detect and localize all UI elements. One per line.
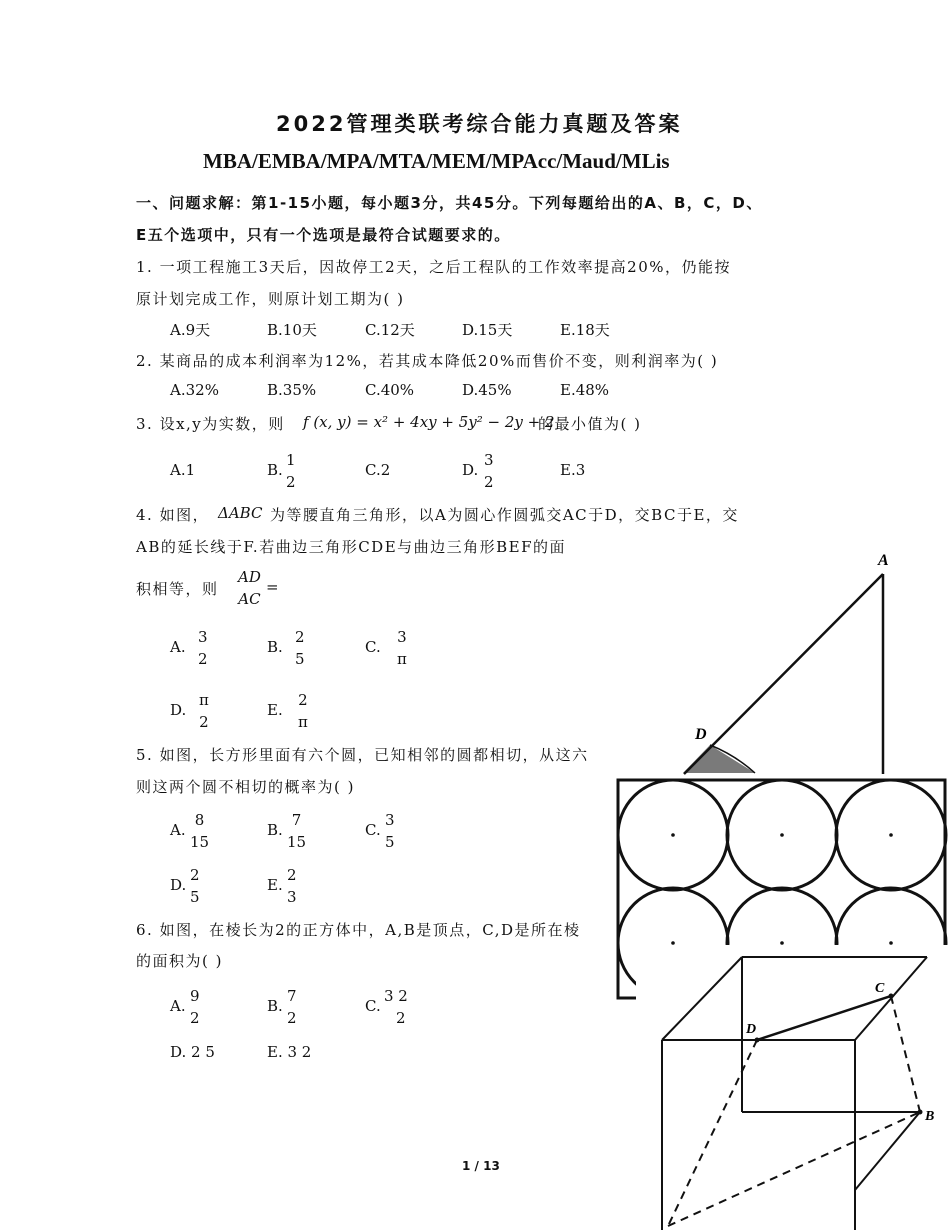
q2-option-c: C.40%: [365, 381, 415, 399]
q6-option-d: D. 2 5: [170, 1043, 215, 1061]
q6-figure-background: [636, 945, 950, 1230]
q3-option-b-label: B.: [267, 461, 283, 479]
q3-option-b-fraction: 1 2: [286, 451, 296, 491]
q6-option-b-label: B.: [267, 997, 283, 1015]
q5-option-b-fraction: 7 15: [287, 811, 307, 851]
q5-option-e-fraction: 2 3: [287, 866, 297, 906]
q5-option-d-fraction: 2 5: [190, 866, 200, 906]
q4-label-d: D: [695, 726, 707, 743]
q6-text-line1: 6. 如图，在棱长为2的正方体中，A,B是顶点，C,D是所在棱: [136, 921, 581, 939]
q4-text-line1-b: 为等腰直角三角形，以A为圆心作圆弧交AC于D，交BC于E，交: [270, 506, 739, 524]
q4-text-line1-a: 4. 如图，: [136, 506, 210, 524]
q1-text-line1: 1. 一项工程施工3天后，因故停工2天，之后工程队的工作效率提高20%，仍能按: [136, 258, 732, 276]
q5-option-d-label: D.: [170, 876, 187, 894]
section-header-line2: E五个选项中，只有一个选项是最符合试题要求的。: [136, 226, 511, 244]
q5-text-line2: 则这两个圆不相切的概率为( ): [136, 778, 355, 796]
q6-option-e: E. 3 2: [267, 1043, 312, 1061]
q2-option-a: A.32%: [170, 381, 219, 399]
q6-option-c-label: C.: [365, 997, 381, 1015]
q6-option-a-fraction: 9 2: [190, 987, 200, 1027]
q4-triangle-symbol: ΔABC: [218, 504, 263, 522]
q5-option-a-label: A.: [170, 821, 186, 839]
q4-label-a: A: [878, 552, 889, 569]
q3-formula: f (x, y) = x² + 4xy + 5y² − 2y + 2: [303, 413, 555, 431]
q2-option-e: E.48%: [560, 381, 610, 399]
q4-ratio-fraction: AD AC: [238, 568, 261, 608]
q3-text-suffix: 的最小值为( ): [538, 415, 642, 433]
q3-option-a: A.1: [170, 461, 196, 479]
q6-point-d: [755, 1038, 760, 1043]
q4-option-a-label: A.: [170, 638, 186, 656]
q4-option-e-fraction: 2 π: [298, 691, 308, 731]
q2-text: 2. 某商品的成本利润率为12%，若其成本降低20%而售价不变，则利润率为( ): [136, 352, 719, 370]
q6-text-line2: 的面积为( ): [136, 952, 223, 970]
q1-text-line2: 原计划完成工作，则原计划工期为( ): [136, 290, 405, 308]
q1-option-a: A.9天: [170, 321, 211, 339]
q6-label-b: B: [925, 1109, 935, 1124]
q6-point-b: [918, 1110, 923, 1115]
q6-point-c: [889, 994, 894, 999]
q4-option-b-fraction: 2 5: [295, 628, 305, 668]
q4-text-line2: AB的延长线于F.若曲边三角形CDE与曲边三角形BEF的面: [136, 538, 567, 556]
q1-option-c: C.12天: [365, 321, 415, 339]
q5-option-c-fraction: 3 5: [385, 811, 395, 851]
q1-option-d: D.15天: [462, 321, 513, 339]
q5-option-a-fraction: 8 15: [190, 811, 210, 851]
page-subtitle: MBA/EMBA/MPA/MTA/MEM/MPAcc/Maud/MLis: [203, 149, 670, 173]
q4-text-line3: 积相等，则: [136, 580, 219, 598]
q3-text-prefix: 3. 设x,y为实数，则: [136, 415, 285, 433]
q4-option-b-label: B.: [267, 638, 283, 656]
q4-option-d-fraction: π 2: [199, 691, 209, 731]
page-number: 1 / 13: [462, 1159, 500, 1173]
q4-equals: =: [266, 578, 281, 596]
q6-option-c-fraction: 3 2 2: [384, 987, 408, 1027]
q4-option-c-fraction: 3 π: [397, 628, 407, 668]
q3-option-c: C.2: [365, 461, 391, 479]
q2-option-d: D.45%: [462, 381, 512, 399]
q1-option-b: B.10天: [267, 321, 317, 339]
q4-option-e-label: E.: [267, 701, 283, 719]
q5-option-c-label: C.: [365, 821, 381, 839]
page-title: 2022管理类联考综合能力真题及答案: [276, 112, 683, 136]
section-header-line1: 一、问题求解：第1-15小题，每小题3分，共45分。下列每题给出的A、B，C，D、: [136, 194, 763, 212]
q6-label-d: D: [746, 1022, 757, 1037]
q3-option-d-label: D.: [462, 461, 479, 479]
q6-option-a-label: A.: [170, 997, 186, 1015]
q3-option-e: E.3: [560, 461, 586, 479]
q4-option-d-label: D.: [170, 701, 187, 719]
q5-text-line1: 5. 如图，长方形里面有六个圆，已知相邻的圆都相切，从这六: [136, 746, 589, 764]
q1-option-e: E.18天: [560, 321, 610, 339]
q4-option-a-fraction: 3 2: [198, 628, 208, 668]
q4-option-c-label: C.: [365, 638, 381, 656]
q6-option-b-fraction: 7 2: [287, 987, 297, 1027]
q2-option-b: B.35%: [267, 381, 317, 399]
q6-label-c: C: [875, 981, 885, 996]
q5-option-b-label: B.: [267, 821, 283, 839]
q5-option-e-label: E.: [267, 876, 283, 894]
q3-option-d-fraction: 3 2: [484, 451, 494, 491]
